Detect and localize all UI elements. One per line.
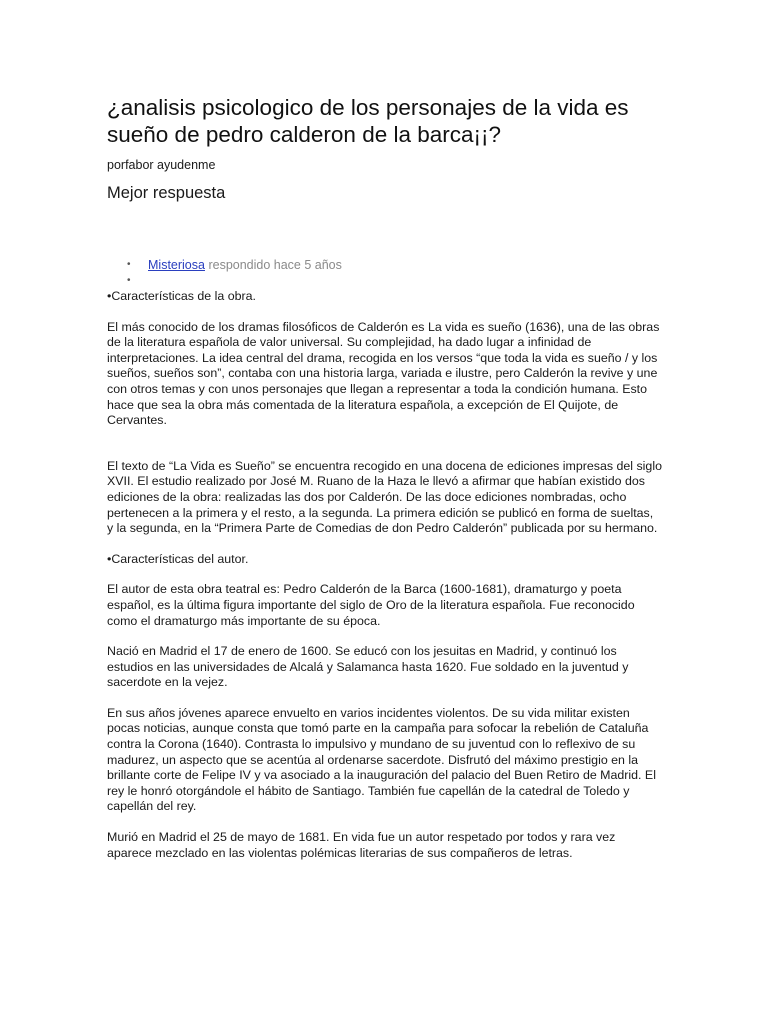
answer-body	[107, 289, 662, 861]
answer-meta-item-empty	[127, 273, 662, 289]
answer-paragraph: El más conocido de los dramas filosóficos de Calderón es La vida es sueño (1636), una de las obras de la literatura española de valor universal. Su complejidad, ha dado lugar a infinidad de interpretaciones. La idea central del drama, recogida en los versos “que toda la vida es sueño / y los sueños, sueños son”, contaba con una historia larga, variada e ilustre, pero Calderón la revive y une con otros temas y con unos personajes que llegan a representar a toda la condición humana. Esto hace que sea la obra más comentada de la literatura española, a excepción de El Quijote, de Cervantes.	[107, 319, 660, 428]
section-heading-obra: •Características de la obra.	[107, 289, 256, 303]
answer-paragraph: El texto de “La Vida es Sueño” se encuentra recogido en una docena de ediciones impresas del siglo XVII. El estudio realizado por José M. Ruano de la Haza le llevó a afirmar que habían existido dos ediciones de la obra: realizadas las dos por Calderón. De las doce ediciones nombradas, ocho pertenecen a la primera y el resto, a la segunda. La primera edición se publicó en forma de sueltas, y la segunda, en la “Primera Parte de Comedias de don Pedro Calderón” publicada por su hermano.	[107, 458, 662, 536]
answer-paragraph: El autor de esta obra teatral es: Pedro Calderón de la Barca (1600-1681), dramaturgo y poeta español, es la última figura importante del siglo de Oro de la literatura española. Fue reconocido como el dramaturgo más importante de su época.	[107, 582, 635, 628]
bullet-icon: •	[127, 259, 131, 270]
answer-paragraph: Nació en Madrid el 17 de enero de 1600. Se educó con los jesuitas en Madrid, y continuó los estudios en las universidades de Alcalá y Salamanca hasta 1620. Fue soldado en la juventud y sacerdote en la vejez.	[107, 644, 629, 690]
answer-meta-list	[107, 257, 662, 289]
bullet-icon: •	[127, 275, 131, 286]
answer-meta-item	[127, 257, 662, 273]
best-answer-heading: Mejor respuesta	[107, 184, 226, 202]
answer-paragraph: En sus años jóvenes aparece envuelto en varios incidentes violentos. De su vida militar existen pocas noticias, aunque consta que tomó parte en la campaña para sofocar la rebelión de Cataluña contra la Corona (1640). Contrasta lo impulsivo y mundano de su juventud con lo reflexivo de su madurez, un aspecto que se acentúa al ordenarse sacerdote. Disfrutó del máximo prestigio en la brillante corte de Felipe IV y va asociado a la inauguración del palacio del Buen Retiro de Madrid. El rey le honró otorgándole el hábito de Santiago. También fue capellán de la catedral de Toledo y capellán del rey.	[107, 705, 656, 814]
answer-user-link[interactable]: Misteriosa	[148, 258, 205, 272]
answer-paragraph: Murió en Madrid el 25 de mayo de 1681. En vida fue un autor respetado por todos y rara vez aparece mezclado en las violentas polémicas literarias de sus compañeros de letras.	[107, 830, 616, 860]
question-title: ¿analisis psicologico de los personajes de la vida es sueño de pedro calderon de la barca¡¡?	[107, 95, 629, 147]
answered-timestamp: respondido hace 5 años	[208, 258, 342, 272]
qa-page	[107, 94, 662, 876]
question-body: porfabor ayudenme	[107, 158, 216, 172]
section-heading-autor: •Características del autor.	[107, 551, 249, 566]
